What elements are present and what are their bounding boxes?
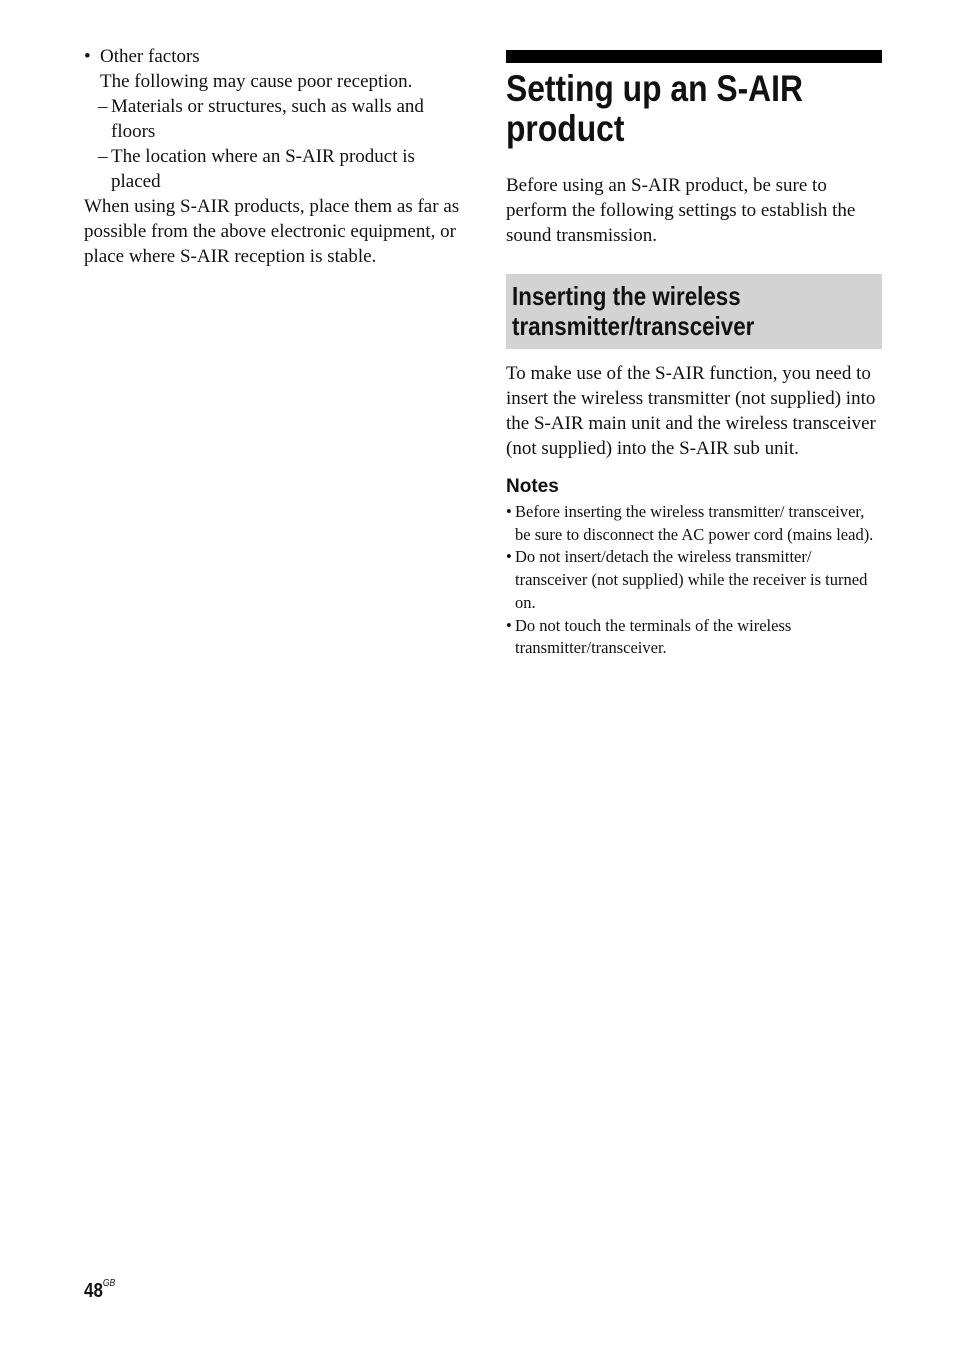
dash-item-text: Materials or structures, such as walls and floors [111, 96, 424, 142]
bullet-icon: • [506, 547, 512, 567]
bullet-subtext: The following may cause poor reception. [100, 71, 413, 92]
dash-icon: – [98, 146, 108, 167]
page-number-value: 48 [84, 1280, 103, 1302]
note-item [506, 501, 882, 546]
bullet-icon: • [84, 46, 91, 67]
bullet-item-other-factors [84, 44, 464, 69]
left-paragraph: When using S-AIR products, place them as far as possible from the above electronic equipment, or place where S-AIR reception is stable. [84, 196, 460, 267]
page-title: Setting up an S-AIR product [506, 68, 803, 149]
notes-heading: Notes [506, 476, 559, 497]
subheading-box [506, 274, 882, 349]
dash-item [84, 144, 464, 194]
subheading: Inserting the wireless transmitter/transceiver [512, 281, 755, 341]
notes-list [506, 501, 882, 660]
section-rule [506, 50, 882, 63]
note-item [506, 546, 882, 614]
note-text: Before inserting the wireless transmitter/ transceiver, be sure to disconnect the AC power cord (mains lead). [515, 502, 874, 544]
note-item [506, 615, 882, 660]
note-text: Do not touch the terminals of the wireless transmitter/transceiver. [515, 615, 792, 658]
body-paragraph: To make use of the S-AIR function, you need to insert the wireless transmitter (not supplied) into the S-AIR main unit and the wireless transceiver (not supplied) into the S-AIR sub unit. [506, 363, 876, 459]
dash-item-text: The location where an S-AIR product is placed [111, 146, 415, 192]
dash-icon: – [98, 96, 108, 117]
page-number-suffix: GB [102, 1278, 116, 1289]
bullet-icon: • [506, 615, 512, 635]
left-column [84, 44, 464, 269]
bullet-label: Other factors [100, 46, 200, 67]
bullet-icon: • [506, 502, 512, 521]
page-number [84, 1280, 115, 1303]
note-text: Do not insert/detach the wireless transmitter/ transceiver (not supplied) while the receiver is turned on. [515, 547, 868, 612]
intro-paragraph: Before using an S-AIR product, be sure to perform the following settings to establish the sound transmission. [506, 175, 856, 246]
right-column [506, 50, 882, 660]
dash-item [84, 94, 464, 144]
